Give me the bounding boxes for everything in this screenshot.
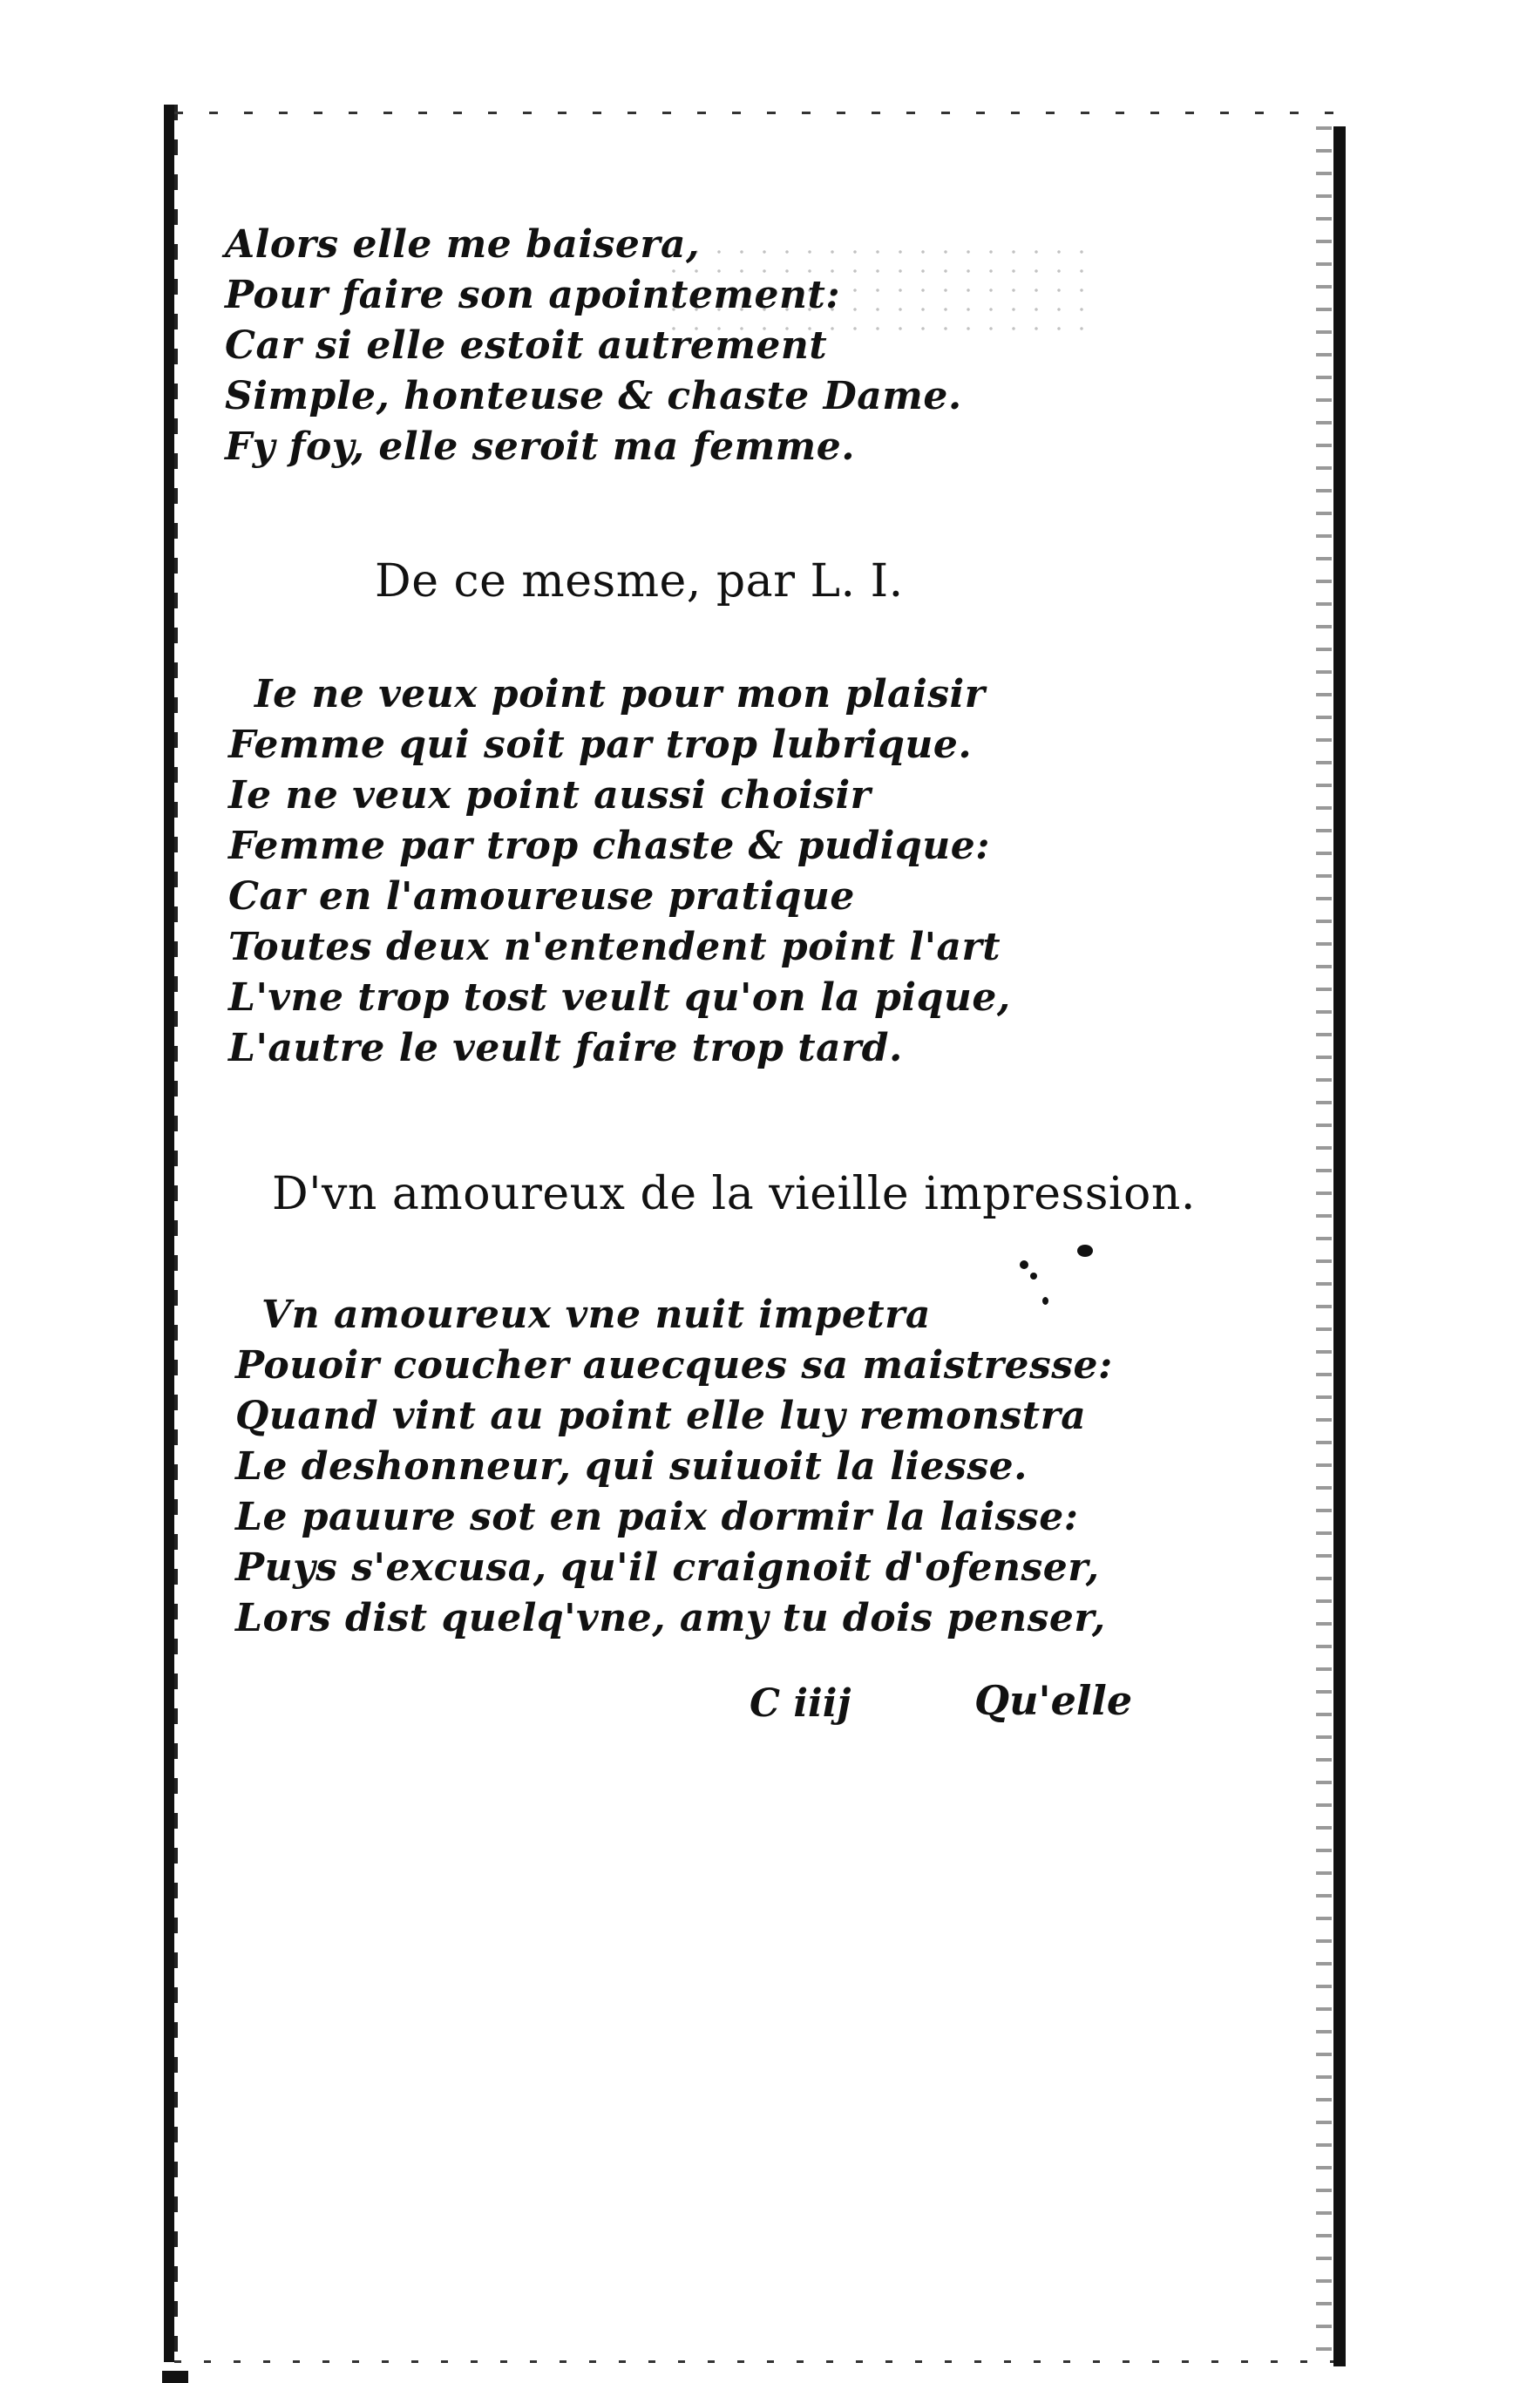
poem-heading-1: De ce mesme, par L. I. [375,555,904,608]
ink-blot [1077,1245,1093,1257]
verse-line: Le deshonneur, qui suiuoit la liesse. [235,1444,1028,1489]
verse-line: Simple, honteuse & chaste Dame. [225,374,962,418]
verse-line: Ie ne veux point pour mon plaisir [254,672,986,716]
verse-line: Car si elle estoit autrement [225,323,828,368]
page-edge-left-shadow [174,105,178,2362]
verse-line: Femme par trop chaste & pudique: [228,824,990,868]
verse-line: Le pauure sot en paix dormir la laisse: [235,1495,1079,1539]
stanza-3 [235,1290,1113,1644]
poem-heading-2: D'vn amoureux de la vieille impression. [272,1168,1196,1220]
catchword: Qu'elle [974,1677,1133,1724]
page-edge-bottom [174,2360,1333,2363]
verse-line: Quand vint au point elle luy remonstra [235,1394,1087,1438]
page-edge-right-noise [1316,126,1332,2366]
verse-line: Fy foy, elle seroit ma femme. [225,424,856,469]
signature-mark: C iiij [750,1681,851,1726]
ink-blot [1030,1273,1037,1280]
stanza-2 [228,669,1011,1074]
page-edge-left [164,105,174,2362]
verse-line: Toutes deux n'entendent point l'art [228,925,1001,969]
verse-line: Puys s'excusa, qu'il craignoit d'ofenser, [235,1545,1100,1590]
verse-line: L'vne trop tost veult qu'on la pique, [228,975,1011,1020]
page-edge-right [1333,126,1346,2366]
verse-line: Femme qui soit par trop lubrique. [228,723,973,767]
verse-line: L'autre le veult faire trop tard. [228,1026,903,1070]
verse-line: Pour faire son apointement: [225,273,841,317]
verse-line: Car en l'amoureuse pratique [228,874,855,919]
verse-line: Lors dist quelq'vne, amy tu dois penser, [235,1596,1106,1640]
verse-line: Ie ne veux point aussi choisir [228,773,872,818]
stanza-1 [225,220,962,472]
page-corner-mark [162,2371,188,2383]
verse-line: Alors elle me baisera, [225,222,700,267]
verse-line: Vn amoureux vne nuit impetra [261,1293,931,1337]
verse-line: Pouoir coucher auecques sa maistresse: [235,1343,1113,1388]
page-edge-top [174,112,1333,114]
ink-blot [1020,1260,1028,1269]
